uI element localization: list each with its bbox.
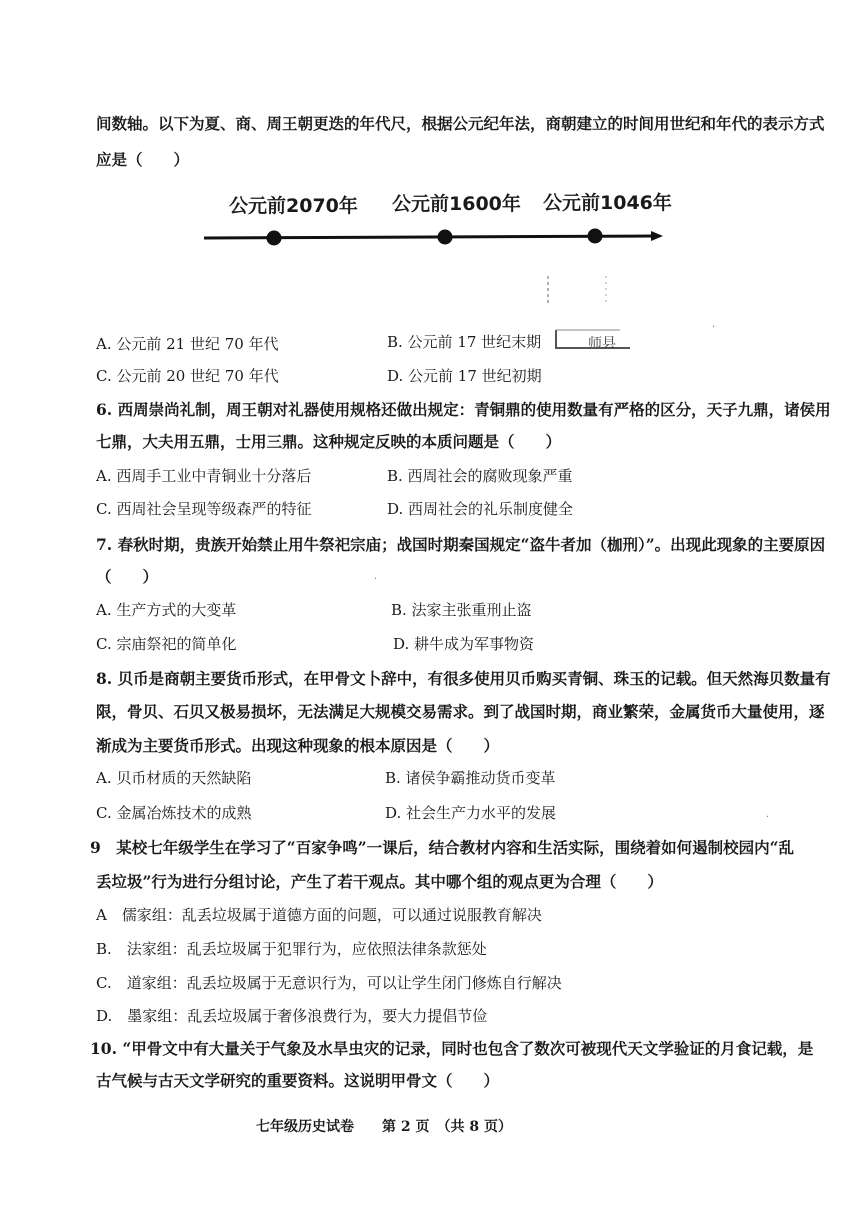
- q6-option-c: C. 西周社会呈现等级森严的特征: [96, 500, 312, 518]
- scan-speck: ·: [766, 812, 770, 823]
- q9-option-a: A 儒家组：乱丢垃圾属于道德方面的问题，可以通过说服教育解决: [96, 906, 542, 924]
- q8-stem-line2: 限，骨贝、石贝又极易损坏，无法满足大规模交易需求。到了战国时期，商业繁荣，金属货币大量使用，逐: [96, 702, 825, 721]
- q8-option-c: C. 金属冶炼技术的成熟: [96, 804, 252, 822]
- timeline-label-shang: 公元前1600年: [392, 193, 521, 215]
- q8-option-a: A. 贝币材质的天然缺陷: [96, 769, 252, 787]
- q9-stem-line2: 丢垃圾”行为进行分组讨论，产生了若干观点。其中哪个组的观点更为合理（ ）: [96, 872, 663, 891]
- q7-option-a: A. 生产方式的大变革: [96, 601, 237, 619]
- q8-stem-line1: 8. 贝币是商朝主要货币形式，在甲骨文卜辞中，有很多使用贝币购买青铜、珠玉的记载。但天然海贝数量有: [96, 669, 831, 688]
- q10-stem-line2: 古气候与古天文学研究的重要资料。这说明甲骨文（ ）: [96, 1071, 500, 1090]
- q5-option-a: A. 公元前 21 世纪 70 年代: [96, 335, 279, 353]
- scan-speck: ·: [374, 574, 378, 585]
- q5-option-d: D. 公元前 17 世纪初期: [387, 367, 542, 385]
- scan-mark: [0, 0, 867, 360]
- q9-option-b: B. 法家组：乱丢垃圾属于犯罪行为，应依照法律条款惩处: [96, 940, 487, 958]
- q6-option-d: D. 西周社会的礼乐制度健全: [387, 500, 574, 518]
- timeline-label-zhou: 公元前1046年: [543, 192, 672, 214]
- q6-stem-line1: 6. 西周崇尚礼制，周王朝对礼器使用规格还做出规定：青铜鼎的使用数量有严格的区分，天子九鼎，诸侯用: [96, 400, 831, 419]
- q8-option-d: D. 社会生产力水平的发展: [385, 804, 557, 822]
- timeline-label-xia: 公元前2070年: [229, 195, 358, 217]
- page-footer: 七年级历史试卷 第 2 页 （共 8 页）: [256, 1119, 512, 1135]
- q9-option-d: D. 墨家组：乱丢垃圾属于奢侈浪费行为，要大力提倡节俭: [96, 1007, 488, 1025]
- q7-stem-line1: 7. 春秋时期，贵族开始禁止用牛祭祀宗庙；战国时期秦国规定“盗牛者加（枷刑）”。出现此现象的主要原因: [96, 535, 826, 554]
- q8-option-b: B. 诸侯争霸推动货币变革: [385, 769, 556, 787]
- q7-option-b: B. 法家主张重刑止盗: [391, 601, 532, 619]
- q9-stem-line1: 9 某校七年级学生在学习了“百家争鸣”一课后，结合教材内容和生活实际，围绕着如何遏制校园内“乱: [90, 838, 795, 857]
- q7-option-c: C. 宗庙祭祀的简单化: [96, 635, 237, 653]
- q6-option-a: A. 西周手工业中青铜业十分落后: [96, 467, 312, 485]
- q7-option-d: D. 耕牛成为军事物资: [393, 635, 535, 653]
- q5-option-b: B. 公元前 17 世纪末期: [387, 333, 542, 351]
- q6-option-b: B. 西周社会的腐败现象严重: [387, 467, 573, 485]
- q10-stem-line1: 10. “甲骨文中有大量关于气象及水旱虫灾的记录，同时也包含了数次可被现代天文学验证的月食记载，是: [90, 1039, 814, 1058]
- q8-stem-line3: 渐成为主要货币形式。出现这种现象的根本原因是（ ）: [96, 736, 500, 755]
- q6-stem-line2: 七鼎，大夫用五鼎，士用三鼎。这种规定反映的本质问题是（ ）: [96, 432, 562, 451]
- scan-speck: ·: [712, 322, 716, 333]
- q5-option-c: C. 公元前 20 世纪 70 年代: [96, 367, 279, 385]
- q9-option-c: C. 道家组：乱丢垃圾属于无意识行为，可以让学生闭门修炼自行解决: [96, 974, 562, 992]
- q5-stem-line2: 应是（ ）: [96, 150, 190, 169]
- q5-stem-line1: 间数轴。以下为夏、商、周王朝更迭的年代尺，根据公元纪年法，商朝建立的时间用世纪和年代的表示方式: [96, 114, 825, 133]
- q7-stem-line2: （ ）: [96, 567, 159, 586]
- stamp-text: 师县: [588, 336, 616, 352]
